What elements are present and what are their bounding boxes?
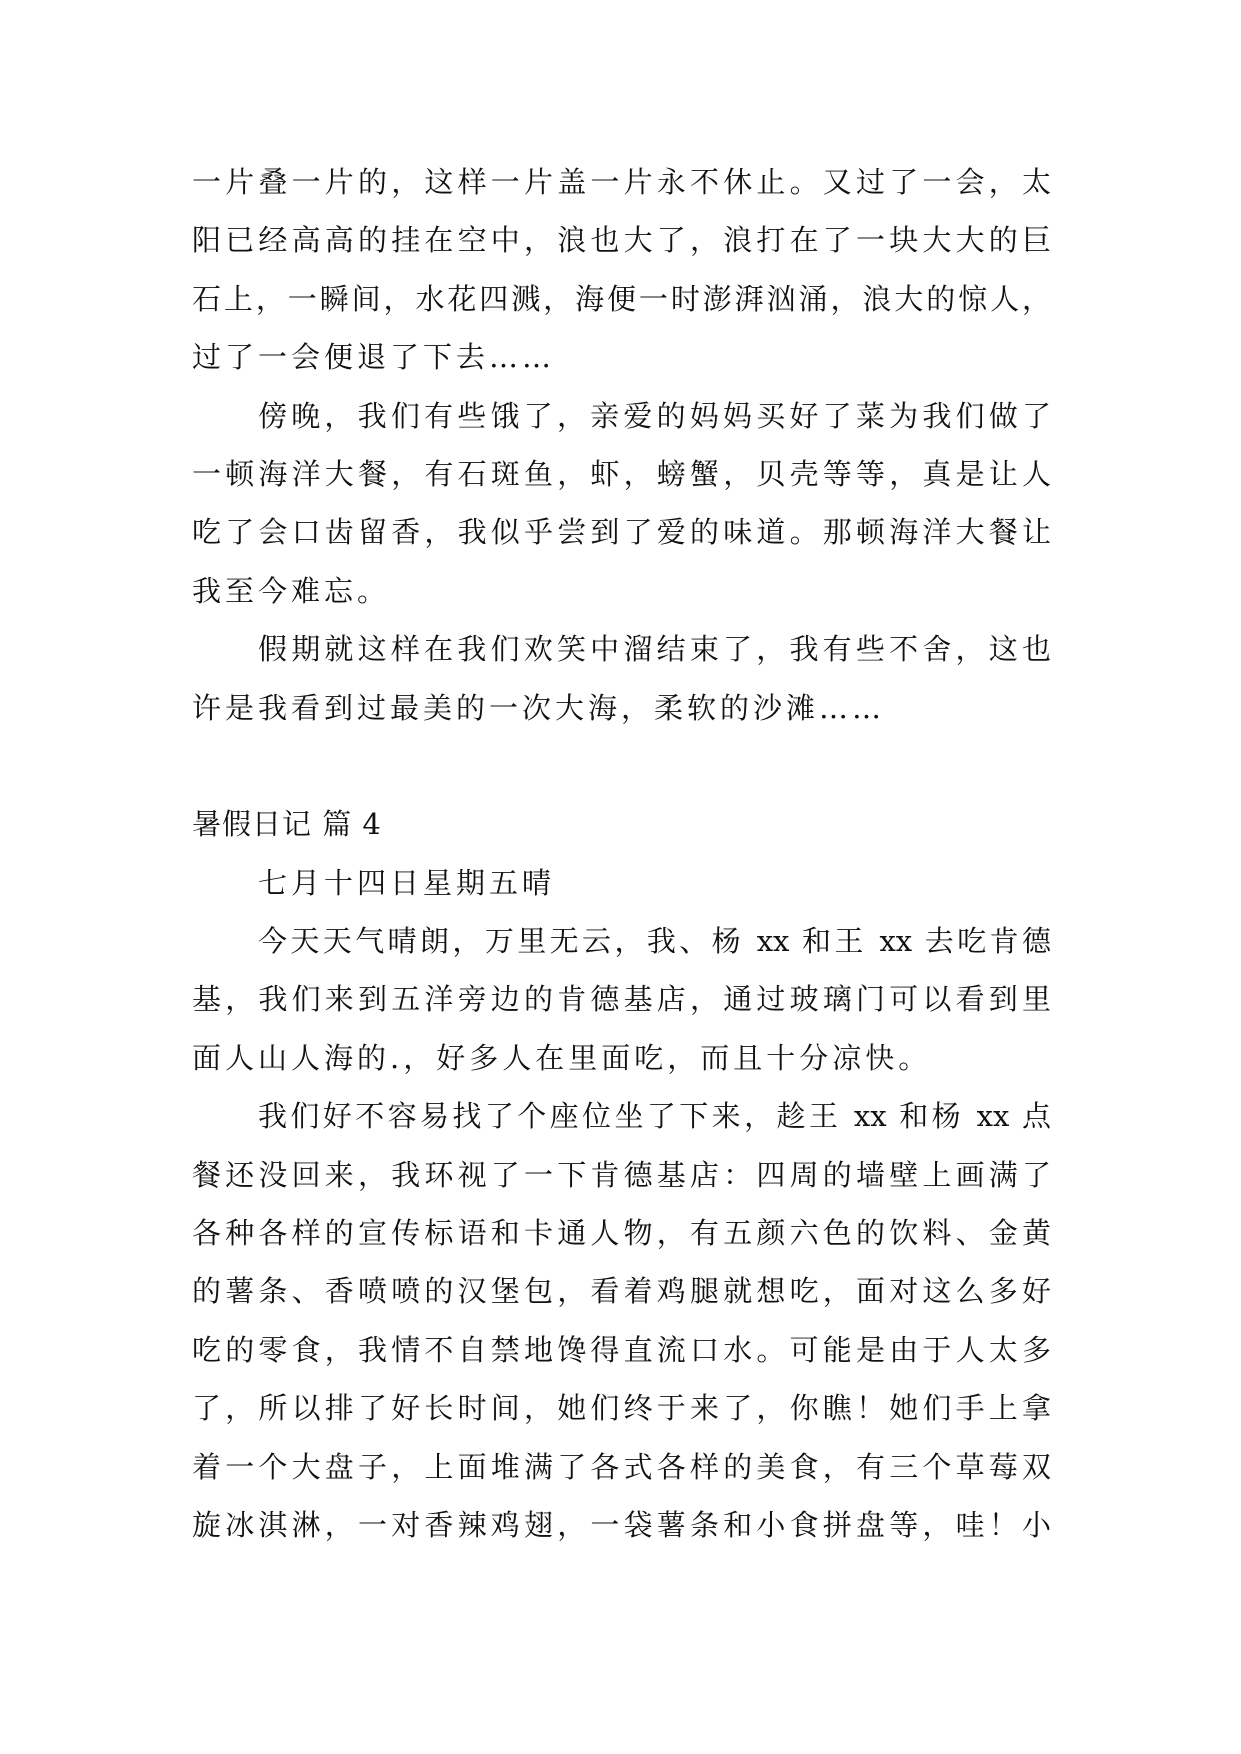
text-line: 阳已经高高的挂在空中，浪也大了，浪打在了一块大大的巨 [192,223,1051,258]
text-line: 吃的零食，我情不自禁地馋得直流口水。可能是由于人太多 [192,1332,1051,1367]
paragraph [192,912,1051,1087]
text-line: 餐还没回来，我环视了一下肯德基店：四周的墙壁上画满了 [192,1157,1051,1192]
text-line: 各种各样的宣传标语和卡通人物，有五颜六色的饮料、金黄 [192,1216,1051,1251]
paragraph [192,387,1051,621]
text-line: 许是我看到过最美的一次大海，柔软的沙滩…… [192,690,886,725]
text-line: 我至今难忘。 [192,573,391,608]
paragraph-continued [192,153,1051,387]
paragraph [192,620,1051,737]
blank-line [192,737,1051,795]
text-line: 基，我们来到五洋旁边的肯德基店，通过玻璃门可以看到里 [192,982,1051,1017]
text-line: 过了一会便退了下去…… [192,340,556,375]
text-line: 假期就这样在我们欢笑中溜结束了，我有些不舍，这也 [258,632,1051,667]
diary-date: 七月十四日星期五晴 [258,865,556,900]
text-body [192,153,1051,1554]
text-line: 旋冰淇淋，一对香辣鸡翅，一袋薯条和小食拼盘等，哇！小 [192,1507,1051,1542]
paragraph [192,1087,1051,1554]
text-line: 一片叠一片的，这样一片盖一片永不休止。又过了一会，太 [192,165,1051,199]
text-line: 吃了会口齿留香，我似乎尝到了爱的味道。那顿海洋大餐让 [192,515,1051,550]
text-line: 一顿海洋大餐，有石斑鱼，虾，螃蟹，贝壳等等，真是让人 [192,456,1051,491]
text-line: 面人山人海的.，好多人在里面吃，而且十分凉快。 [192,1040,932,1075]
text-line: 的薯条、香喷喷的汉堡包，看着鸡腿就想吃，面对这么多好 [192,1274,1051,1309]
section-heading: 暑假日记 篇 4 [192,807,382,842]
text-line: 着一个大盘子，上面堆满了各式各样的美食，有三个草莓双 [192,1449,1051,1484]
text-line: 了，所以排了好长时间，她们终于来了，你瞧！她们手上拿 [192,1391,1051,1426]
text-line: 今天天气晴朗，万里无云，我、杨 xx 和王 xx 去吃肯德 [258,924,1051,959]
text-line: 石上，一瞬间，水花四溅，海便一时澎湃汹涌，浪大的惊人， [192,281,1051,316]
text-line: 傍晚，我们有些饿了，亲爱的妈妈买好了菜为我们做了 [258,398,1051,433]
text-line: 我们好不容易找了个座位坐了下来，趁王 xx 和杨 xx 点 [258,1099,1051,1134]
